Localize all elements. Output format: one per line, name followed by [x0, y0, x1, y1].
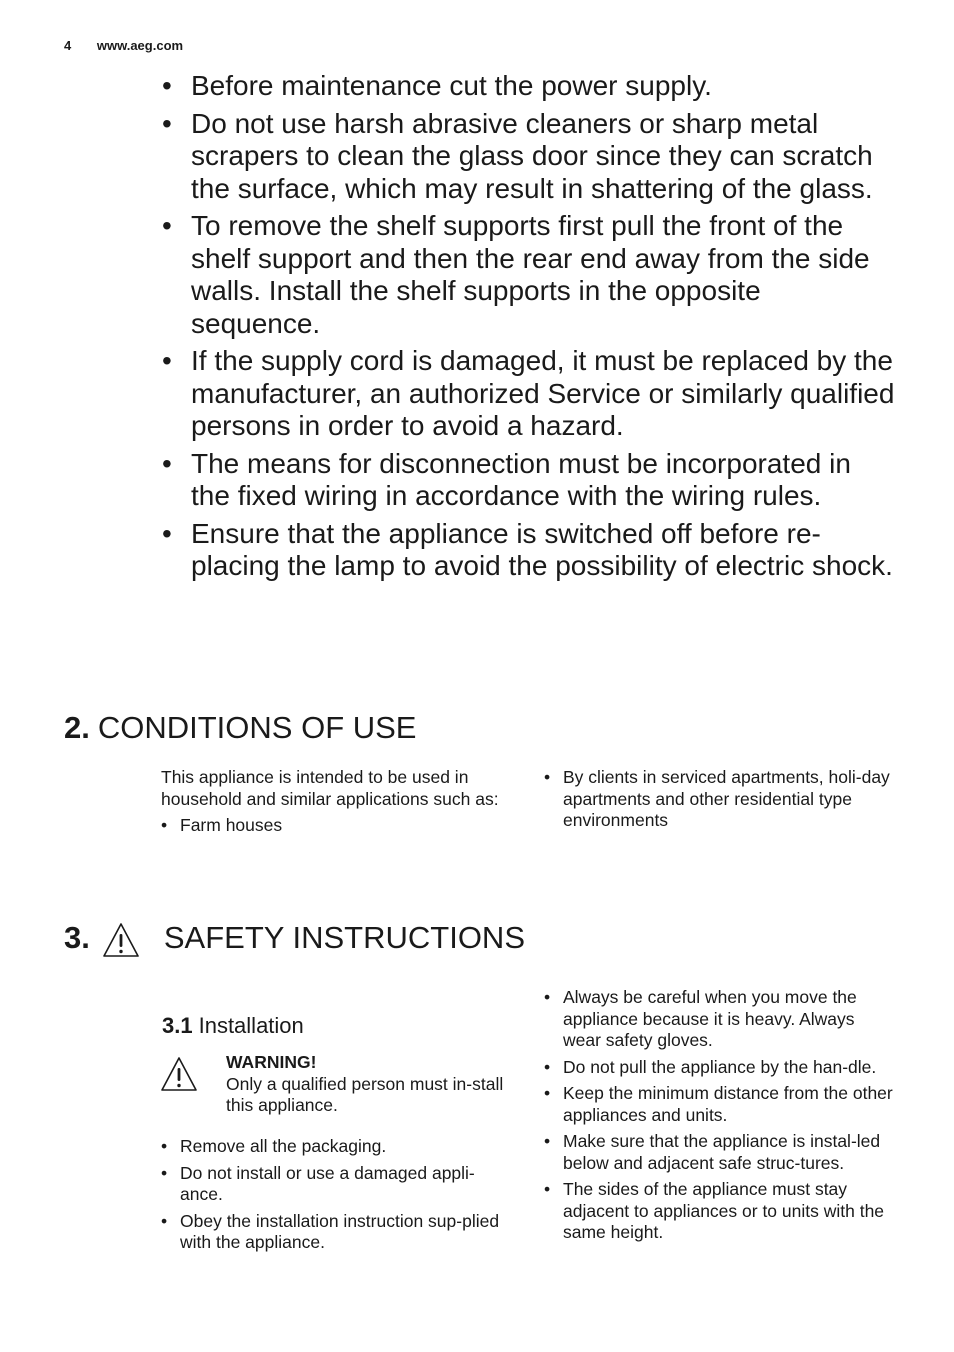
section-title: SAFETY INSTRUCTIONS	[163, 920, 525, 955]
subsection-title: Installation	[198, 1013, 304, 1038]
list-item: • Keep the minimum distance from the other appliances and units.	[544, 1083, 896, 1126]
warning-triangle-icon	[102, 922, 140, 958]
conditions-list-left	[161, 815, 511, 837]
warning-title: WARNING!	[226, 1052, 317, 1072]
list-item: • If the supply cord is damaged, it must be replaced by the manufacturer, an authorized Service or similarly qualified persons in order to avoid a hazard.	[162, 345, 897, 443]
list-item: • By clients in serviced apartments, holi-day apartments and other residential type environments	[544, 767, 896, 832]
maintenance-list	[162, 70, 897, 588]
list-item: • Do not pull the appliance by the han-dle.	[544, 1057, 896, 1079]
list-item: • Farm houses	[161, 815, 511, 837]
section-heading-conditions	[64, 710, 417, 746]
list-item: • The sides of the appliance must stay adjacent to appliances or to units with the same height.	[544, 1179, 896, 1244]
installation-right-column	[544, 987, 896, 1249]
page-number: 4	[64, 38, 72, 53]
site-url: www.aeg.com	[96, 38, 184, 53]
list-item: • The means for disconnection must be incorporated in the fixed wiring in accordance with the wiring rules.	[162, 448, 897, 513]
installation-left-column	[161, 1136, 513, 1259]
list-item: • Ensure that the appliance is switched off before re-placing the lamp to avoid the possibility of electric shock.	[162, 518, 897, 583]
list-item: • To remove the shelf supports first pull the front of the shelf support and then the rear end away from the side walls. Install the shelf supports in the opposite sequence.	[162, 210, 897, 340]
list-item: • Do not install or use a damaged appli-ance.	[161, 1163, 513, 1206]
conditions-list-right	[544, 767, 896, 832]
list-item: • Remove all the packaging.	[161, 1136, 513, 1158]
conditions-left-column	[161, 767, 511, 842]
conditions-intro: This appliance is intended to be used in household and similar applications such as:	[161, 767, 499, 809]
installation-list-right	[544, 987, 896, 1244]
warning-triangle-icon	[160, 1056, 198, 1092]
list-item: • Always be careful when you move the appliance because it is heavy. Always wear safety gloves.	[544, 987, 896, 1052]
subsection-heading-installation	[162, 1012, 304, 1040]
warning-text: Only a qualified person must in-stall this appliance.	[226, 1073, 504, 1115]
installation-list-left	[161, 1136, 513, 1254]
list-item: • Make sure that the appliance is instal-led below and adjacent safe struc-tures.	[544, 1131, 896, 1174]
page-header	[64, 38, 183, 53]
list-item: • Obey the installation instruction sup-plied with the appliance.	[161, 1211, 513, 1254]
subsection-number: 3.1	[162, 1013, 193, 1038]
list-item: • Before maintenance cut the power supply.	[162, 70, 897, 103]
section-number: 2.	[64, 710, 90, 745]
section-title: CONDITIONS OF USE	[97, 710, 417, 745]
conditions-right-column	[544, 767, 896, 837]
list-item: • Do not use harsh abrasive cleaners or sharp metal scrapers to clean the glass door since they can scratch the surface, which may result in shattering of the glass.	[162, 108, 897, 206]
section-number: 3.	[64, 920, 90, 955]
